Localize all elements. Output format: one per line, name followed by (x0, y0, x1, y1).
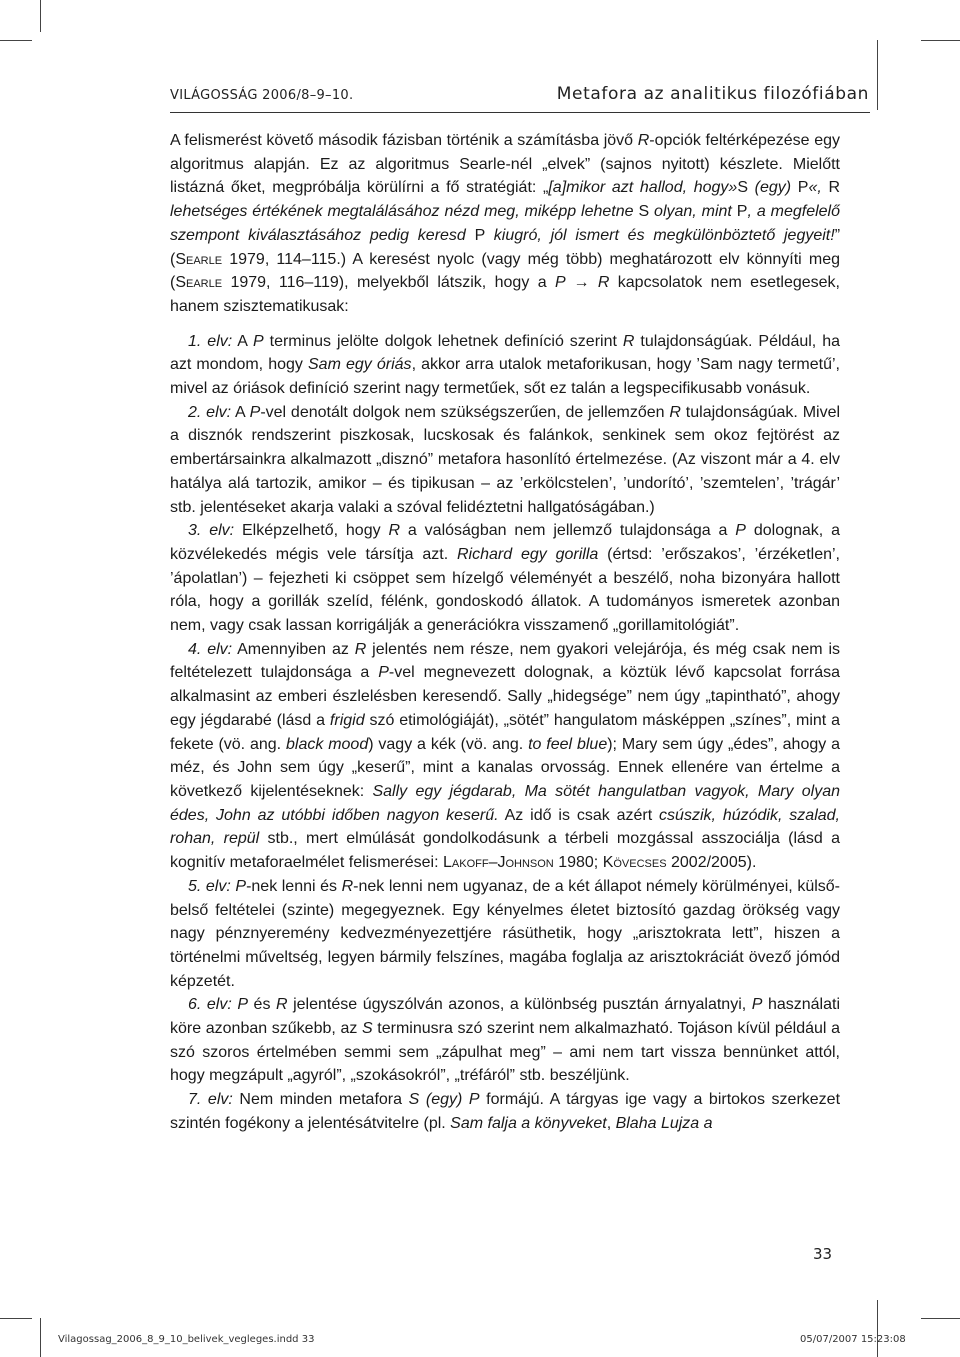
text-run: dolognak, a közvélekedés mégis vele társítja azt. (170, 522, 840, 563)
paragraph-principle-2 (170, 401, 840, 520)
crop-mark (0, 40, 32, 41)
text-run: kapcsolatok nem esetlegesek, hanem szisztematikusak: (170, 274, 841, 315)
text-run: 1980; (553, 854, 603, 872)
text-run: S (737, 179, 755, 197)
text-run: -nek lenni nem ugyanaz, de a két állapot némely körülményei, külső-belső feltételei (szinte) megegyeznek. Egy kényelmes életet biztosító gazdag örökség vagy nagy pénznyeremény kedvezményezettjére rásüthetik, hogy „arisztokrata lett”, hiszen a történelmi műveltség, legyen bármily felszínes, magába foglalja az arisztokráciát övező jómód képzetét. (170, 877, 841, 990)
running-header-title: Metafora az analitikus filozófiában (556, 84, 869, 104)
text-run: tulajdonságúak. Például, ha azt mondom, hogy (170, 332, 840, 374)
running-header-journal: VILÁGOSSÁG 2006/8–9–10. (170, 88, 354, 103)
crop-mark (921, 40, 960, 41)
text-run: terminus jelölte dolgok lehetnek definíció szerint (263, 332, 623, 350)
text-run: frigid (329, 711, 365, 729)
body-text (170, 129, 840, 1136)
text-run: Az idő is csak azért (498, 806, 660, 824)
author-name: Lakoff–Johnson (443, 854, 554, 872)
text-run: (értsd: ’erőszakos’, ’érzéketlen’, ’ápolatlan’) – fejezheti ki csöppet sem hízelgő véleményét a beszélő, noha bizonyára hallott róla, hogy a gorillák szelíd, félénk, gondoskodó állatok. A tudományos ismeretek azonban nem, vagy csak lassan korrigálják a generációkra visszamenő „gorillamitológiát”. (170, 545, 840, 635)
crop-mark (40, 0, 41, 32)
principle-label: 5. elv: (188, 877, 231, 895)
paragraph-intro (170, 129, 840, 319)
text-run: P (378, 664, 389, 682)
crop-mark (921, 1318, 960, 1319)
text-run: stb., mert elmúlását gondolkodásunk a térbeli mozgással asszociálja (lásd a kognitív metaforaelmélet felismerései: (170, 830, 840, 872)
text-run: R (622, 332, 635, 350)
principle-label: 6. elv: (188, 996, 232, 1014)
crop-mark (40, 1318, 41, 1357)
principle-label: 7. elv: (188, 1091, 233, 1109)
text-run: ) vagy a kék (vö. ang. (368, 735, 529, 753)
text-run: Nem minden metafora (232, 1091, 409, 1109)
paragraph-principle-5 (170, 875, 840, 994)
text-run: tulajdonságúak. Mivel a disznók rendszerint piszkosak, lucskosak és falánkok, senkinek sem okoz fejtörést az embertársainkra alkalmazott „disznó” metafora hasonlító értelmezése. (Az viszont már a 4. elv hatálya alá tartozik, amikor – és tipikusan – az ’erkölcstelen’, ’undorító’, ’szemtelen’, ’trágár’ stb. jelentéseket akarja valaki a szóval felidéztetni hallgatóságában.) (170, 403, 841, 516)
text-run: A (232, 332, 254, 350)
principle-label: 2. elv: (188, 403, 232, 421)
text-run: P → R (555, 274, 610, 292)
text-run: kiugró, jól ismert és megkülönböztető jegyeit! (493, 226, 835, 244)
text-run: jelentése úgyszólván azonos, a különbség pusztán árnyalatnyi, (287, 996, 752, 1014)
text-run: -vel megnevezett dolognak, a köztük lévő kapcsolat forrása alkalmasint az emberi észlelésben keresendő. Sally „hidegsége” nem úgy „tapintható”, ahogy egy jégdarabé (lásd a (170, 664, 841, 729)
text-run: , akkor arra utalok metaforikusan, hogy ’Sam nagy termetű’, mivel az óriások definíció szerint nagy termetűek, sőt ez talán a legspecifikusabb vonásuk. (170, 356, 841, 398)
text-run: (egy) (754, 179, 798, 197)
text-run: P (253, 332, 264, 350)
text-run: Sally egy jégdarab, Ma sötét hangulatban vagyok, Mary olyan édes, John az utóbbi időben nagyon keserű. (170, 782, 840, 824)
text-run: R (354, 640, 367, 658)
text-run: használati köre azonban szűkebb, az (170, 996, 840, 1038)
author-name: Searle (175, 250, 223, 268)
text-run: 2002/2005). (666, 854, 757, 872)
text-run: Richard egy gorilla (456, 545, 599, 563)
crop-mark (877, 1300, 878, 1357)
text-run: Elképzelhető, hogy (234, 522, 389, 540)
text-run: , (606, 1114, 616, 1132)
author-name: Kövecses (602, 854, 667, 872)
text-run: P (474, 226, 494, 244)
text-run: R (388, 522, 401, 540)
text-run: szó etimológiáját), „sötét” hangulatom másképpen „színes”, mint a fekete (vö. ang. (170, 711, 840, 753)
paragraph-principle-6 (170, 993, 840, 1088)
paragraph-principle-7 (170, 1088, 840, 1135)
text-run: R (341, 877, 354, 895)
text-run: -vel denotált dolgok nem szükségszerűen, de jellemzően (260, 403, 670, 421)
author-name: Searle (175, 274, 223, 292)
text-run: S (egy) P (408, 1091, 480, 1109)
text-run: [a]mikor azt hallod, hogy» (548, 179, 738, 197)
text-run: a valóságban nem jellemző tulajdonsága a (400, 522, 736, 540)
text-run: lehetséges értékének megtalálásához nézd meg, miképp lehetne (170, 203, 639, 221)
text-run: , a megfelelő szempont kiválasztásához pedig keresd (170, 203, 841, 244)
text-run: P (735, 522, 746, 540)
text-run: olyan, mint (654, 203, 737, 221)
text-run: P (751, 996, 763, 1014)
page-number: 33 (813, 1245, 833, 1263)
text-run: P (235, 877, 247, 895)
text-run: formájú. A tárgyas ige vagy a birtokos szerkezet szintén fogékony a jelentésátvitelre (pl. (170, 1091, 841, 1132)
header-rule (170, 112, 870, 113)
text-run: R (669, 403, 681, 421)
text-run: ” ( (170, 226, 841, 268)
text-run: csúszik, húzódik, szalad, rohan, repül (170, 806, 840, 848)
text-run: -nek lenni és (246, 877, 342, 895)
text-run: A (231, 403, 250, 421)
text-run: -opciók feltérképezése egy algoritmus alapján. Ez az algoritmus Searle-nél „elvek” (sajnos nyitott) készlete. Mielőtt listázná őket, megpróbálja körülírni a fő stratégiát: „ (170, 132, 840, 197)
text-run: 1979, 116–119), melyekből látszik, hogy a (222, 274, 555, 292)
text-run: R (637, 132, 650, 149)
paragraph-principle-4 (170, 638, 840, 875)
text-run: Sam egy óriás (308, 356, 412, 374)
crop-mark (877, 40, 878, 110)
paragraph-principle-3 (170, 519, 840, 638)
text-run: black mood (285, 735, 369, 753)
paragraph-principle-1 (170, 330, 840, 401)
footer-filename: Vilagossag_2006_8_9_10_belivek_vegleges.indd 33 (58, 1334, 315, 1345)
text-run: S (638, 203, 655, 221)
text-run: Blaha Lujza a (615, 1114, 713, 1132)
principle-label: 4. elv: (188, 640, 233, 658)
text-run: S (361, 1020, 373, 1038)
text-run: P (237, 996, 249, 1014)
text-run: 1979, 114–115.) A keresést nyolc (vagy még több) meghatározott elv könnyíti meg ( (170, 250, 840, 292)
crop-mark (0, 1318, 32, 1319)
text-run: terminusra szó szerint nem alkalmazható. Tojáson kívül például a szó szoros értelmében semmi sem „zápulhat meg” – ami nem tart vissza bennünket attól, hogy megzápult „agyról”, „szokásokról”, „tréfáról” stb. beszéljünk. (170, 1020, 840, 1085)
text-run: Sam falja a könyveket (450, 1114, 607, 1132)
text-run: Amennyiben az (232, 640, 355, 658)
text-run: A felismerést követő második fázisban történik a számításba jövő (170, 132, 638, 149)
principle-label: 1. elv: (188, 332, 233, 350)
text-run: P (736, 203, 748, 221)
text-run: R (828, 179, 841, 197)
text-run: ); Mary sem úgy „édes”, ahogy a méz, és John sem úgy „keserű”, mint a kanalas orvosság. Ennek ellenére van értelme a következő kijelentéseknek: (170, 735, 841, 800)
text-run: P (797, 179, 809, 197)
footer-timestamp: 05/07/2007 15:23:08 (800, 1334, 906, 1345)
text-run: R (276, 996, 288, 1014)
text-run: «, (808, 179, 829, 197)
text-run: és (248, 996, 276, 1014)
text-run: to feel blue (528, 735, 608, 753)
text-run: jelentés nem része, nem gyakori velejárója, és még csak nem is feltételezett tulajdonsága a (170, 640, 841, 682)
principle-label: 3. elv: (188, 522, 235, 540)
text-run: P (249, 403, 261, 421)
